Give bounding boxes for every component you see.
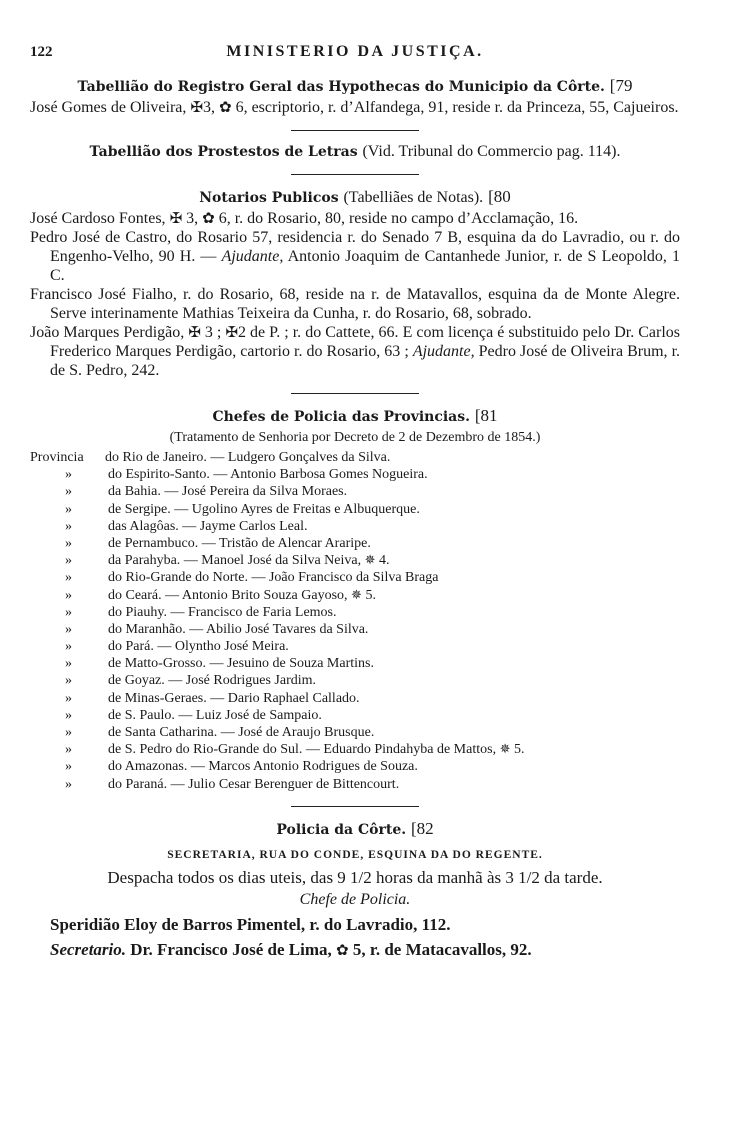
rose-icon: ✿	[336, 940, 349, 959]
list-item: » de S. Paulo. — Luiz José de Sampaio.	[65, 707, 322, 723]
list-item: » de Goyaz. — José Rodrigues Jardim.	[65, 673, 317, 689]
secretaria-address: SECRETARIA, RUA DO CONDE, ESQUINA DA DO REGENTE.	[167, 848, 543, 861]
registro-title: Tabellião do Registro Geral das Hypothecas do Municipio da Côrte. [79	[77, 76, 633, 95]
office-hours: Despacha todos os dias uteis, das 9 1/2 horas da manhã às 3 1/2 da tarde.	[107, 867, 603, 887]
star-icon: ✵	[364, 553, 376, 569]
section-divider	[291, 174, 419, 175]
cross-icon: ✠	[188, 323, 201, 341]
list-item: » do Paraná. — Julio Cesar Berenguer de Bittencourt.	[65, 776, 400, 792]
protestos-title: Tabellião dos Prostestos de Letras (Vid. Tribunal do Commercio pag. 114).	[89, 143, 621, 160]
list-item: » da Bahia. — José Pereira da Silva Moraes.	[65, 484, 348, 500]
registro-entry: José Gomes de Oliveira, ✠3, ✿ 6, escriptorio, r. d’Alfandega, 91, reside r. da Princeza, 55, Cajueiros.	[30, 98, 679, 116]
chefe-name: Speridião Eloy de Barros Pimentel, r. do Lavradio, 112.	[50, 914, 451, 934]
page-number: 122	[30, 44, 53, 60]
secretario-line: Secretario. Dr. Francisco José de Lima, ✿ 5, r. de Matacavallos, 92.	[50, 939, 532, 959]
notario-entry: João Marques Perdigão, ✠ 3 ; ✠2 de P. ; r. do Cattete, 66. E com licença é substituido pelo Dr. Carlos Frederico Marques Perdigão, cartorio r. do Rosario, 63 ; Ajudante, Pedro José de Oliveira Brum, r. de S. Pedro, 242.	[30, 323, 681, 379]
list-item: » de Santa Catharina. — José de Araujo Brusque.	[65, 725, 375, 740]
star-icon: ✵	[351, 587, 362, 603]
list-item: » do Piauhy. — Francisco de Faria Lemos.	[65, 604, 337, 620]
chefe-label: Chefe de Policia.	[299, 890, 411, 908]
section-divider	[291, 806, 419, 807]
section-divider	[291, 393, 419, 394]
notario-entry: José Cardoso Fontes, ✠ 3, ✿ 6, r. do Rosario, 80, reside no campo d’Acclamação, 16.	[30, 209, 579, 227]
list-item: » do Pará. — Olyntho José Meira.	[65, 639, 289, 655]
rose-icon: ✿	[218, 98, 232, 116]
cross-icon: ✠	[190, 98, 203, 116]
chefes-list	[30, 449, 680, 793]
list-item: » do Amazonas. — Marcos Antonio Rodrigues de Souza.	[65, 759, 418, 775]
document-page	[30, 40, 680, 961]
list-item: » do Rio-Grande do Norte. — João Francisco da Silva Braga	[65, 570, 439, 586]
page-header	[30, 40, 680, 66]
notario-entry: Pedro José de Castro, do Rosario 57, residencia r. do Senado 7 B, esquina da do Lavradio, ou r. do Engenho-Velho, 90 H. — Ajudante, Antonio Joaquim de Cantanhede Junior, r. de S Leopoldo, 1 C.	[30, 229, 681, 284]
list-item: » de Matto-Grosso. — Jesuino de Souza Martins.	[65, 656, 374, 672]
list-item: » das Alagôas. — Jayme Carlos Leal.	[65, 518, 308, 534]
section-divider	[291, 130, 419, 131]
star-icon: ✵	[499, 742, 511, 758]
list-item: » de S. Pedro do Rio-Grande do Sul. — Eduardo Pindahyba de Mattos, ✵ 5.	[65, 742, 525, 758]
chefes-note: (Tratamento de Senhoria por Decreto de 2 de Dezembro de 1854.)	[169, 430, 541, 445]
list-item: » do Ceará. — Antonio Brito Souza Gayoso, ✵ 5.	[65, 587, 376, 603]
list-item: » de Minas-Geraes. — Dario Raphael Callado.	[65, 690, 360, 706]
chefes-title: Chefes de Policia das Provincias. [81	[212, 406, 498, 425]
list-item: » da Parahyba. — Manoel José da Silva Neiva, ✵ 4.	[65, 553, 390, 569]
list-item: » de Pernambuco. — Tristão de Alencar Araripe.	[65, 535, 371, 551]
list-item: » do Espirito-Santo. — Antonio Barbosa Gomes Nogueira.	[65, 467, 428, 483]
list-item: Provincia do Rio de Janeiro. — Ludgero Gonçalves da Silva.	[30, 450, 391, 465]
notario-entry: Francisco José Fialho, r. do Rosario, 68, reside na r. de Matavallos, esquina da de Monte Alegre. Serve interinamente Mathias Teixeira da Cunha, r. do Rosario, 68, sobrado.	[30, 286, 680, 322]
notarios-title: Notarios Publicos (Tabelliães de Notas). [80	[199, 187, 511, 206]
rose-icon: ✿	[202, 209, 215, 227]
cross-icon: ✠	[225, 323, 238, 341]
cross-icon: ✠	[169, 209, 183, 227]
running-title: MINISTERIO DA JUSTIÇA.	[226, 43, 484, 60]
list-item: » de Sergipe. — Ugolino Ayres de Freitas e Albuquerque.	[65, 501, 420, 517]
corte-title: Policia da Côrte. [82	[276, 818, 434, 838]
list-item: » do Maranhão. — Abilio José Tavares da Silva.	[65, 621, 369, 637]
